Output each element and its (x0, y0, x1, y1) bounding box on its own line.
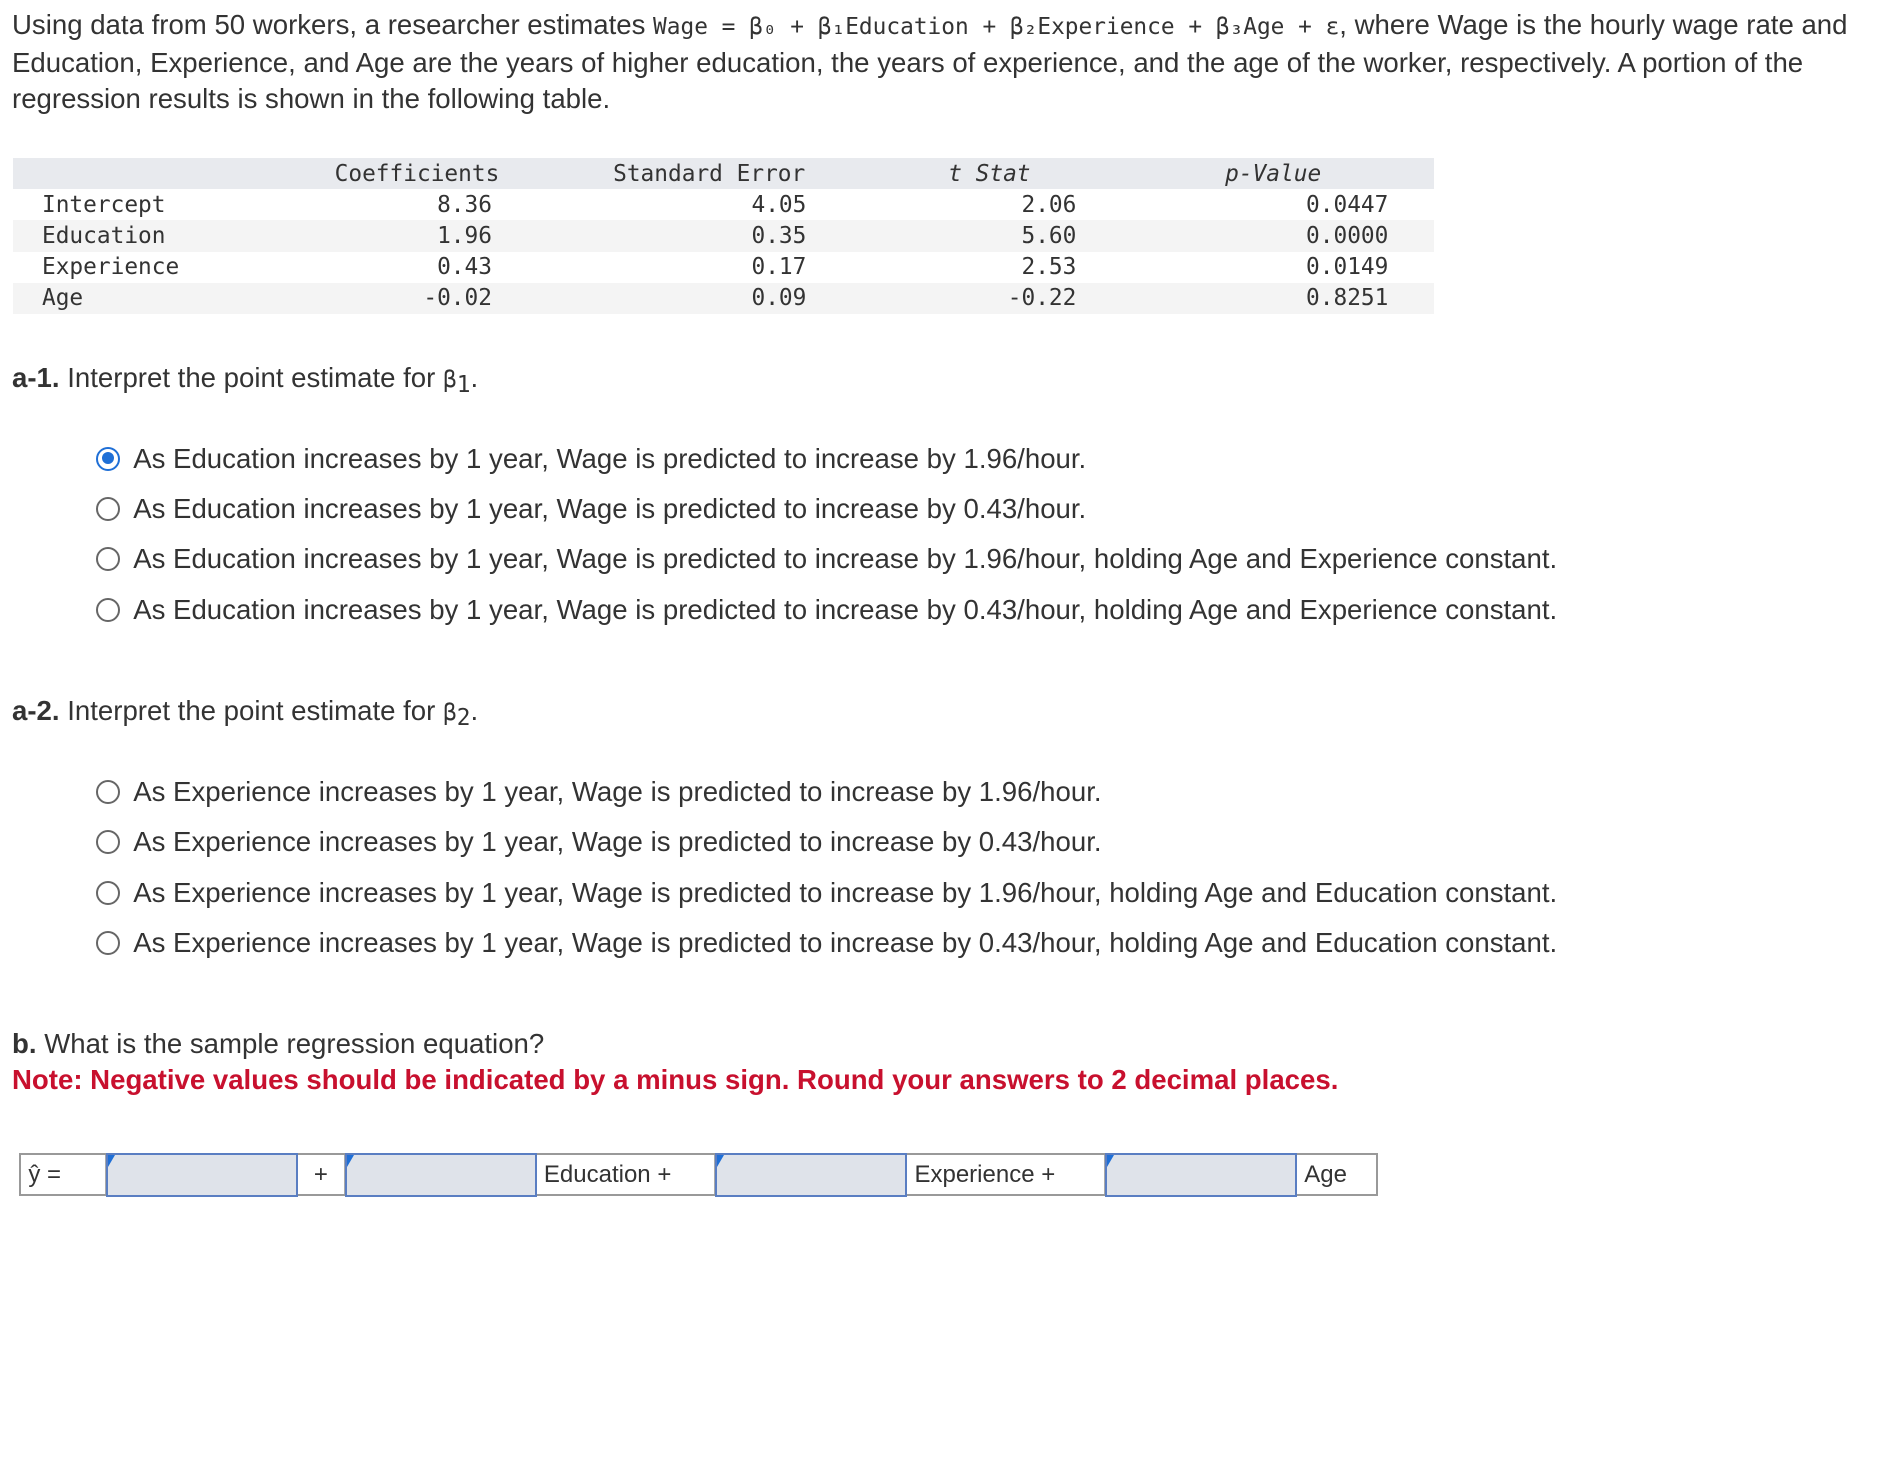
table-cell: 0.09 (751, 285, 807, 312)
table-header-cell (13, 158, 282, 189)
rounding-note: Note: Negative values should be indicated by a minus sign. Round your answers to 2 decimal places. (12, 1063, 1339, 1095)
radio-icon[interactable] (96, 830, 120, 854)
regression-equation-row (19, 1153, 1377, 1196)
radio-icon[interactable] (96, 598, 120, 622)
question-a2-options (96, 767, 1892, 969)
table-cell: 1.96 (437, 222, 492, 249)
option-label: As Education increases by 1 year, Wage is predicted to increase by 1.96/hour. (133, 442, 1087, 474)
question-a1-end: . (470, 361, 479, 393)
beta-symbol: β (443, 699, 457, 726)
radio-icon[interactable] (96, 881, 120, 905)
a2-option-2[interactable] (96, 817, 1892, 867)
question-a1-text: Interpret the point estimate for (59, 361, 444, 393)
question-b-label: b. (12, 1027, 37, 1059)
a2-option-3[interactable] (96, 867, 1892, 917)
table-cell: Education (41, 222, 166, 249)
radio-icon[interactable] (96, 497, 120, 521)
question-a1-options (96, 434, 1892, 636)
age-label: Age (1304, 1160, 1347, 1188)
experience-label: Experience + (907, 1155, 1105, 1194)
table-cell: 0.0149 (1306, 254, 1389, 281)
question-b-prompt (12, 1026, 1892, 1062)
table-cell: 2.53 (1021, 254, 1077, 281)
table-cell: 0.17 (751, 254, 807, 281)
option-label: As Education increases by 1 year, Wage is predicted to increase by 1.96/hour, holding Age and Experience constant. (133, 543, 1558, 575)
option-label: As Education increases by 1 year, Wage is predicted to increase by 0.43/hour. (133, 493, 1087, 525)
table-header-row (13, 158, 1434, 189)
table-header-cell: t Stat (948, 160, 1031, 187)
table-header-cell: Coefficients (334, 160, 500, 187)
question-a2-prompt (12, 693, 1892, 731)
table-row (13, 283, 1434, 314)
radio-icon[interactable] (96, 547, 120, 571)
table-cell: Age (41, 285, 84, 312)
a1-option-4[interactable] (96, 585, 1892, 635)
table-cell: 0.0447 (1306, 191, 1389, 218)
question-a2-end: . (470, 694, 479, 726)
option-label: As Experience increases by 1 year, Wage is predicted to increase by 1.96/hour. (133, 775, 1102, 807)
a1-option-3[interactable] (96, 534, 1892, 584)
table-cell: 4.05 (751, 191, 807, 218)
table-header-cell: Standard Error (613, 160, 806, 187)
table-cell: 8.36 (437, 191, 492, 218)
intro-text-2: , where Wage is the hourly wage rate and Education, Experience, and Age are the years of higher education, the years of experience, and the age of the worker, respectively. A portion of the regression results is shown in the following table. (12, 9, 1848, 115)
table-cell: 5.60 (1021, 222, 1077, 249)
table-cell: 0.35 (751, 222, 807, 249)
a2-option-1[interactable] (96, 767, 1892, 817)
table-cell: 0.0000 (1306, 222, 1389, 249)
table-row (13, 189, 1434, 220)
question-a1-label: a-1. (12, 361, 60, 393)
question-intro (12, 7, 1884, 117)
model-formula: Wage = β₀ + β₁Education + β₂Experience + β₃Age + ε (653, 14, 1340, 41)
option-label: As Experience increases by 1 year, Wage is predicted to increase by 1.96/hour, holding Age and Education constant. (133, 876, 1558, 908)
table-cell: -0.22 (1007, 285, 1077, 312)
a1-option-1[interactable] (96, 434, 1892, 484)
option-label: As Experience increases by 1 year, Wage is predicted to increase by 0.43/hour, holding Age and Education constant. (133, 927, 1558, 959)
a1-option-2[interactable] (96, 484, 1892, 534)
question-a2-label: a-2. (12, 694, 60, 726)
table-row (13, 220, 1434, 251)
beta-subscript: 1 (456, 371, 471, 398)
education-coef-input[interactable] (345, 1153, 537, 1197)
question-a1-prompt (12, 360, 1892, 398)
table-row (13, 252, 1434, 283)
table-cell: 2.06 (1021, 191, 1077, 218)
table-cell: -0.02 (423, 285, 492, 312)
table-cell: Intercept (41, 191, 166, 218)
question-a2-text: Interpret the point estimate for (59, 694, 444, 726)
regression-table (13, 158, 1434, 314)
intro-text-1: Using data from 50 workers, a researcher estimates (12, 9, 654, 41)
question-b-text: What is the sample regression equation? (36, 1027, 545, 1059)
education-label: Education + (537, 1155, 716, 1194)
age-coef-input[interactable] (1105, 1153, 1297, 1197)
a2-option-4[interactable] (96, 918, 1892, 968)
table-cell: Experience (41, 254, 180, 281)
intercept-input[interactable] (106, 1153, 298, 1197)
experience-coef-input[interactable] (715, 1153, 907, 1197)
radio-icon[interactable] (96, 931, 120, 955)
plus-label: + (298, 1155, 345, 1194)
radio-selected-icon[interactable] (96, 447, 120, 471)
table-cell: 0.43 (437, 254, 492, 281)
option-label: As Experience increases by 1 year, Wage is predicted to increase by 0.43/hour. (133, 826, 1102, 858)
option-label: As Education increases by 1 year, Wage is predicted to increase by 0.43/hour, holding Age and Experience constant. (133, 593, 1558, 625)
beta-symbol: β (443, 366, 457, 393)
beta-subscript: 2 (456, 704, 471, 731)
table-header-cell: p-Value (1225, 160, 1322, 187)
table-cell: 0.8251 (1306, 285, 1389, 312)
yhat-label: ŷ = (21, 1155, 106, 1194)
radio-icon[interactable] (96, 780, 120, 804)
